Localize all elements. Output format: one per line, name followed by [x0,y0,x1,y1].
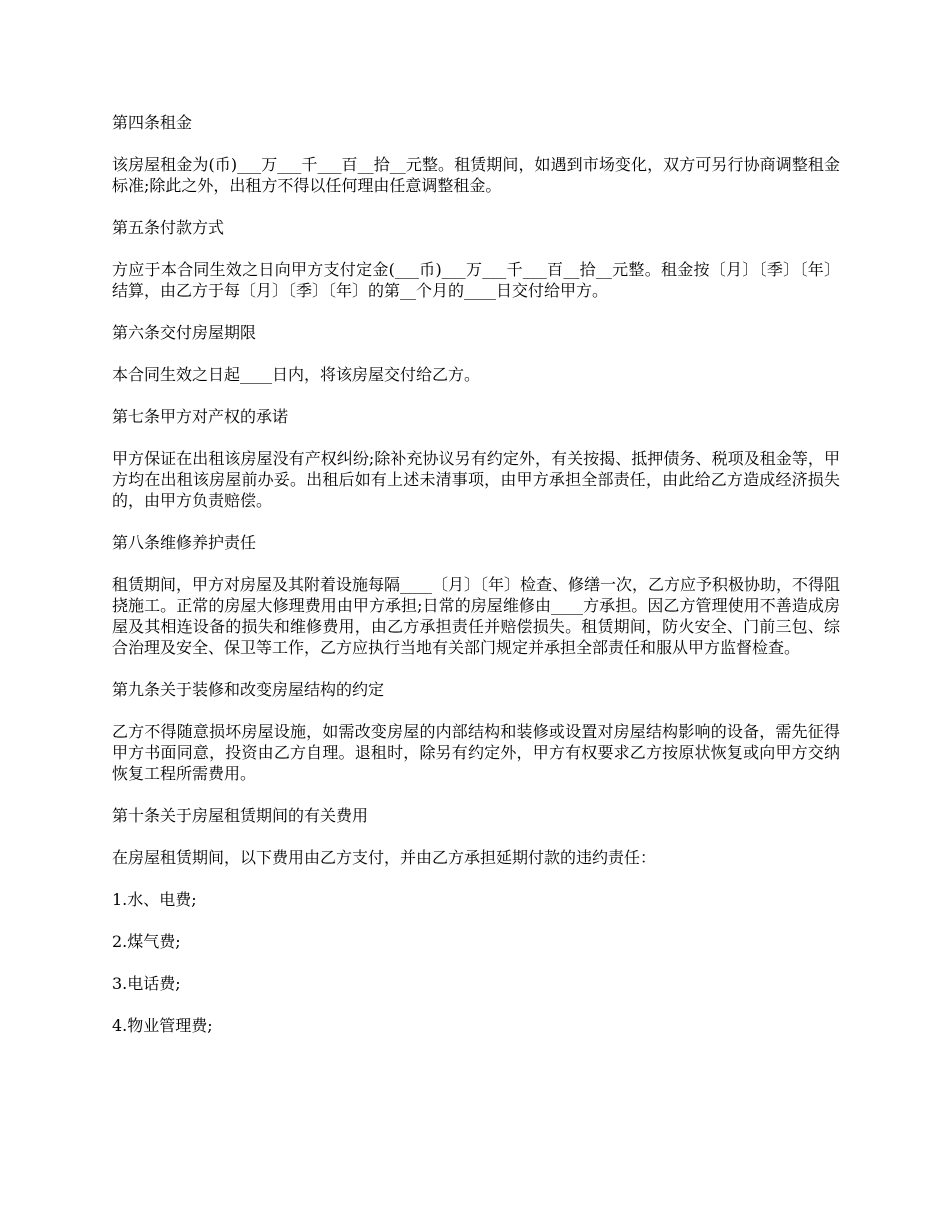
article-4-paragraph: 该房屋租金为(币)___万___千___百__拾__元整。租赁期间，如遇到市场变化，双方可另行协商调整租金标准;除此之外，出租方不得以任何理由任意调整租金。 [112,155,840,195]
article-7-paragraph: 甲方保证在出租该房屋没有产权纠纷;除补充协议另有约定外，有关按揭、抵押债务、税项及租金等，甲方均在出租该房屋前办妥。出租后如有上述未清事项，由甲方承担全部责任，由此给乙方造成经济损失的，由甲方负责赔偿。 [112,449,840,510]
article-5-paragraph: 方应于本合同生效之日向甲方支付定金(___币)___万___千___百__拾__元整。租金按〔月〕〔季〕〔年〕结算，由乙方于每〔月〕〔季〕〔年〕的第__个月的____日交付给甲方。 [112,260,840,300]
article-6-paragraph: 本合同生效之日起____日内，将该房屋交付给乙方。 [112,365,481,384]
article-7-heading: 第七条甲方对产权的承诺 [112,407,289,426]
list-item: 4.物业管理费; [112,1016,213,1035]
article-5-heading: 第五条付款方式 [112,218,225,237]
article-4-heading: 第四条租金 [112,113,193,132]
article-10-heading: 第十条关于房屋租赁期间的有关费用 [112,806,369,825]
article-8-paragraph: 租赁期间，甲方对房屋及其附着设施每隔____〔月〕〔年〕检查、修缮一次，乙方应予积极协助，不得阻挠施工。正常的房屋大修理费用由甲方承担;日常的房屋维修由____方承担。因乙方管理使用不善造成房屋及其相连设备的损失和维修费用，由乙方承担责任并赔偿损失。租赁期间，防火安全、门前三包、综合治理及安全、保卫等工作，乙方应执行当地有关部门规定并承担全部责任和服从甲方监督检查。 [112,575,841,657]
article-9-heading: 第九条关于装修和改变房屋结构的约定 [112,680,385,699]
list-item: 3.电话费; [112,974,181,993]
document-page [112,112,840,1057]
list-item: 1.水、电费; [112,890,197,909]
list-item: 2.煤气费; [112,932,181,951]
article-10-paragraph: 在房屋租赁期间，以下费用由乙方支付，并由乙方承担延期付款的违约责任： [112,848,657,867]
article-8-heading: 第八条维修养护责任 [112,533,257,552]
article-9-paragraph: 乙方不得随意损坏房屋设施，如需改变房屋的内部结构和装修或设置对房屋结构影响的设备，需先征得甲方书面同意，投资由乙方自理。退租时，除另有约定外，甲方有权要求乙方按原状恢复或向甲方交纳恢复工程所需费用。 [112,722,840,783]
article-6-heading: 第六条交付房屋期限 [112,323,257,342]
